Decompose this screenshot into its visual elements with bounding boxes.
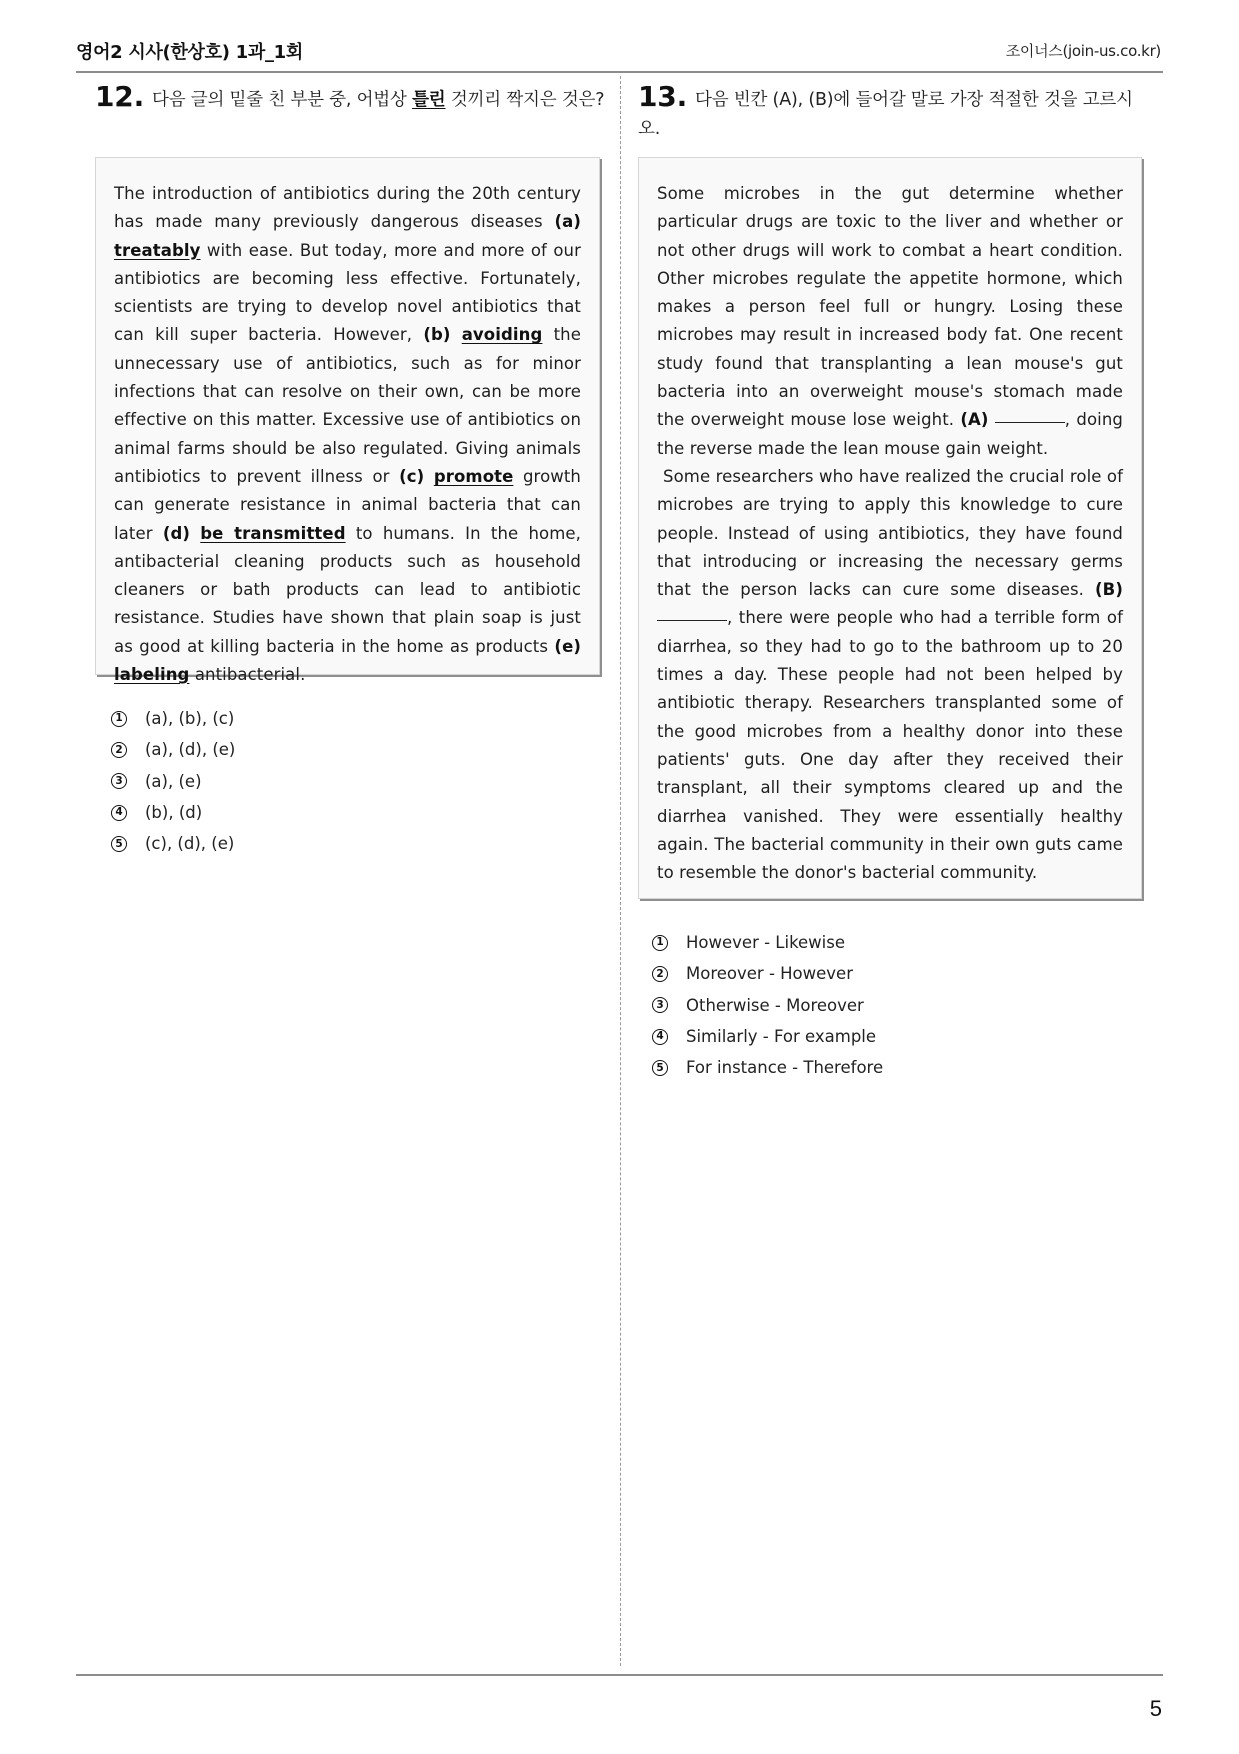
document-title: 영어2 시사(한상호) 1과_1회 — [76, 42, 303, 63]
prompt-emphasis: 틀린 — [412, 90, 446, 110]
passage-text: with ease. But today, more and more of our antibiotics are becoming less effective. Fortunately, scientists are trying to develop novel antibiotics that can kill super bacteria. However, — [114, 240, 581, 345]
passage-text: , there were people who had a terrible form of diarrhea, so they had to go to the bathroom up to 20 times a day. These people had not been helped by antibiotic therapy. Researchers transplanted some of the good microbes from a healthy donor into these patients' guts. One day after they received their transplant, all their symptoms cleared up and the diarrhea vanished. They were essentially healthy again. The bacterial community in their own guts came to resemble the donor's bacterial community. — [657, 608, 1123, 883]
passage-text: , doing the reverse made the lean mouse gain weight. — [657, 410, 1123, 458]
choice-text: (a), (d), (e) — [145, 740, 236, 760]
marker-a: (a) — [554, 212, 581, 232]
choice-text: (b), (d) — [145, 803, 203, 823]
column-divider — [620, 76, 621, 1666]
choice-text: For instance - Therefore — [686, 1058, 884, 1078]
choice-text: (c), (d), (e) — [145, 834, 235, 854]
circled-number-icon: 5 — [111, 836, 127, 852]
marker-d: (d) — [162, 523, 191, 543]
circled-number-icon: 3 — [111, 773, 127, 789]
question-13-prompt — [638, 82, 1148, 144]
answer-choice-3[interactable] — [652, 990, 883, 1021]
circled-number-icon: 1 — [111, 711, 127, 727]
prompt-text: 다음 글의 밑줄 친 부분 중, 어법상 — [152, 90, 413, 110]
passage-text: The introduction of antibiotics during the 20th century has made many previously dangerous diseases — [114, 184, 581, 232]
publisher-credit: 조이너스(join-us.co.kr) — [1005, 42, 1161, 60]
answer-choice-4[interactable] — [111, 797, 235, 828]
page-number: 5 — [1149, 1696, 1162, 1721]
underlined-a: treatably — [114, 240, 201, 260]
circled-number-icon: 2 — [111, 742, 127, 758]
marker-c: (c) — [399, 466, 425, 486]
marker-b: (b) — [423, 325, 451, 345]
header-divider — [76, 71, 1163, 73]
passage-text: Some microbes in the gut determine whether particular drugs are toxic to the liver and whether or not other drugs will work to combat a heart condition. Other microbes regulate the appetite hormone, which makes a person feel full or hungry. Losing these microbes may result in increased body fat. One recent study found that transplanting a lean mouse's gut bacteria into an overweight mouse's stomach made the overweight mouse lose weight. — [657, 184, 1123, 430]
passage-text: growth can generate resistance in animal bacteria that can later — [114, 466, 581, 543]
passage-paragraph-2 — [657, 463, 1123, 887]
answer-choice-1[interactable] — [652, 927, 883, 958]
question-12-passage — [95, 157, 600, 685]
underlined-e: labeling — [114, 665, 190, 685]
choice-text: (a), (e) — [145, 771, 202, 791]
answer-choice-5[interactable] — [111, 828, 235, 859]
passage-text: Some researchers who have realized the crucial role of microbes are trying to apply this knowledge to cure people. Instead of using antibiotics, they have found that introducing or increasing the necessary germs that the person lacks can cure some diseases. — [657, 466, 1123, 600]
blank-label-a: (A) — [960, 410, 989, 430]
question-12-prompt — [95, 82, 605, 115]
circled-number-icon: 5 — [652, 1060, 668, 1076]
question-12-choices — [111, 703, 235, 859]
choice-text: However - Likewise — [686, 933, 846, 953]
question-number: 12. — [95, 80, 145, 113]
passage-paragraph-1 — [657, 180, 1123, 463]
question-number: 13. — [638, 80, 688, 113]
passage-text: antibacterial. — [189, 665, 306, 685]
prompt-text: 것끼리 짝지은 것은? — [445, 90, 605, 110]
answer-choice-5[interactable] — [652, 1052, 883, 1083]
underlined-b: avoiding — [461, 325, 543, 345]
question-13-choices — [652, 927, 883, 1083]
answer-choice-3[interactable] — [111, 766, 235, 797]
blank-b — [657, 620, 727, 621]
passage-text: to humans. In the home, antibacterial cleaning products such as household cleaners or bath products can lead to antibiotic resistance. Studies have shown that plain soap is just as good at killing bacteria in the home as products — [114, 523, 581, 656]
answer-choice-2[interactable] — [652, 958, 883, 989]
prompt-text: 다음 빈칸 (A), (B)에 들어갈 말로 가장 적절한 것을 고르시오. — [638, 90, 1133, 139]
circled-number-icon: 4 — [111, 805, 127, 821]
choice-text: Otherwise - Moreover — [686, 995, 864, 1015]
choice-text: (a), (b), (c) — [145, 709, 235, 729]
circled-number-icon: 3 — [652, 997, 668, 1013]
passage-text: the unnecessary use of antibiotics, such as for minor infections that can resolve on their own, can be more effective on this matter. Excessive use of antibiotics on animal farms should be also regulated. Giving animals antibiotics to prevent illness or — [114, 325, 581, 486]
blank-label-b: (B) — [1095, 580, 1123, 600]
underlined-d: be transmitted — [200, 523, 346, 543]
circled-number-icon: 1 — [652, 935, 668, 951]
answer-choice-1[interactable] — [111, 703, 235, 734]
answer-choice-4[interactable] — [652, 1021, 883, 1052]
marker-e: (e) — [554, 636, 581, 656]
choice-text: Similarly - For example — [686, 1027, 877, 1047]
footer-divider — [76, 1674, 1163, 1676]
choice-text: Moreover - However — [686, 964, 853, 984]
underlined-c: promote — [433, 466, 514, 486]
circled-number-icon: 2 — [652, 966, 668, 982]
circled-number-icon: 4 — [652, 1029, 668, 1045]
question-13-passage — [638, 157, 1142, 899]
answer-choice-2[interactable] — [111, 734, 235, 765]
blank-a — [995, 422, 1065, 423]
